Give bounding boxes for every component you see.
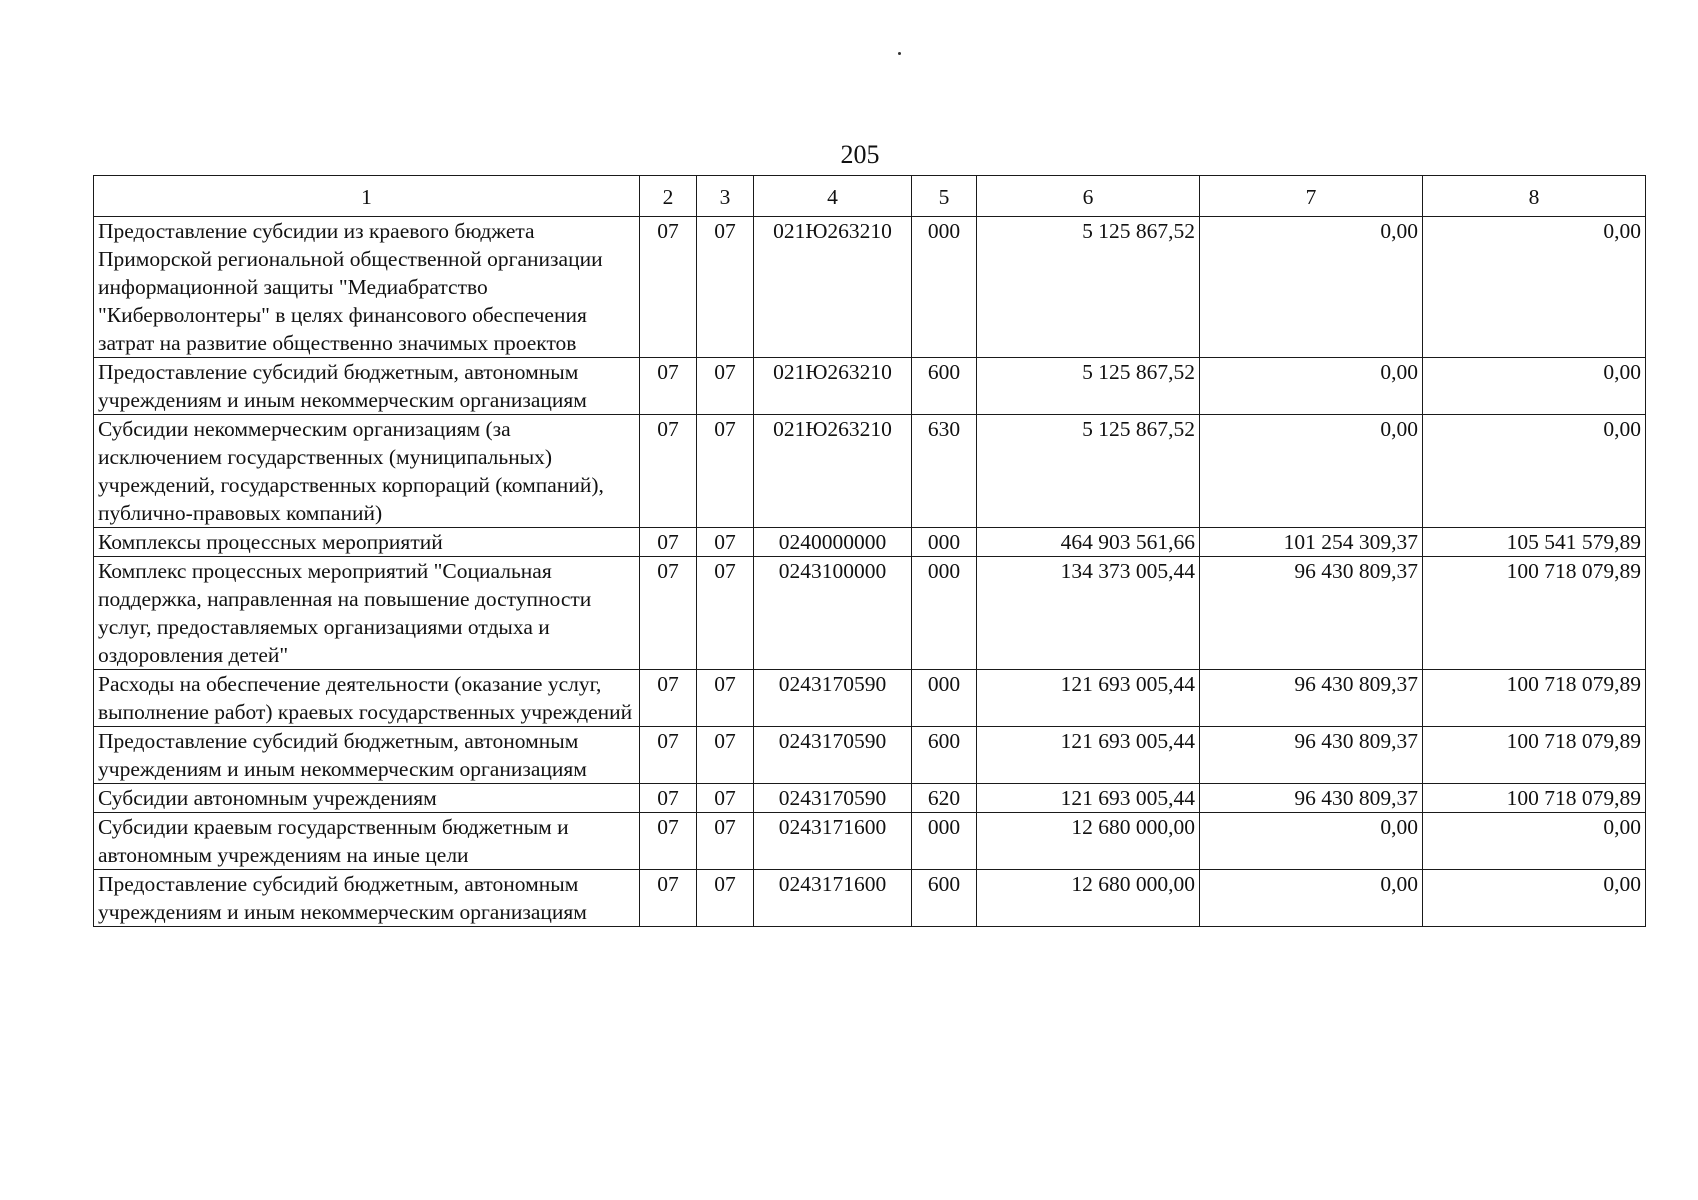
row-name: Субсидии некоммерческим организациям (за исключением государственных (муниципальных) учреждений, государственных корпораций (компаний), публично-правовых компаний) bbox=[94, 415, 640, 528]
row-name: Предоставление субсидий бюджетным, автономным учреждениям и иным некоммерческим организациям bbox=[94, 358, 640, 415]
table-row bbox=[94, 813, 1646, 870]
row-target-code: 021Ю263210 bbox=[754, 358, 912, 415]
row-target-code: 0243171600 bbox=[754, 813, 912, 870]
row-expense-type: 000 bbox=[912, 557, 977, 670]
row-amount-8: 100 718 079,89 bbox=[1423, 727, 1646, 784]
row-name: Предоставление субсидии из краевого бюджета Приморской региональной общественной организации информационной защиты "Медиабратство "Киберволонтеры" в целях финансового обеспечения затрат на развитие общественно значимых проектов bbox=[94, 217, 640, 358]
row-subsection: 07 bbox=[697, 528, 754, 557]
column-header-6: 6 bbox=[977, 176, 1200, 217]
row-amount-6: 121 693 005,44 bbox=[977, 670, 1200, 727]
row-section: 07 bbox=[640, 217, 697, 358]
row-name: Расходы на обеспечение деятельности (оказание услуг, выполнение работ) краевых государственных учреждений bbox=[94, 670, 640, 727]
row-name: Комплекс процессных мероприятий "Социальная поддержка, направленная на повышение доступности услуг, предоставляемых организациями отдыха и оздоровления детей" bbox=[94, 557, 640, 670]
row-amount-7: 96 430 809,37 bbox=[1200, 784, 1423, 813]
row-amount-6: 12 680 000,00 bbox=[977, 813, 1200, 870]
row-subsection: 07 bbox=[697, 415, 754, 528]
row-target-code: 0243100000 bbox=[754, 557, 912, 670]
row-section: 07 bbox=[640, 358, 697, 415]
row-target-code: 021Ю263210 bbox=[754, 217, 912, 358]
row-amount-8: 105 541 579,89 bbox=[1423, 528, 1646, 557]
row-expense-type: 000 bbox=[912, 528, 977, 557]
table-row bbox=[94, 415, 1646, 528]
table-row bbox=[94, 727, 1646, 784]
page-number: 205 bbox=[840, 140, 880, 169]
column-header-3: 3 bbox=[697, 176, 754, 217]
header-row bbox=[94, 176, 1646, 217]
table-row bbox=[94, 784, 1646, 813]
row-amount-6: 134 373 005,44 bbox=[977, 557, 1200, 670]
row-subsection: 07 bbox=[697, 727, 754, 784]
row-amount-7: 101 254 309,37 bbox=[1200, 528, 1423, 557]
row-target-code: 0243170590 bbox=[754, 727, 912, 784]
row-target-code: 0240000000 bbox=[754, 528, 912, 557]
row-section: 07 bbox=[640, 727, 697, 784]
row-subsection: 07 bbox=[697, 784, 754, 813]
column-header-2: 2 bbox=[640, 176, 697, 217]
row-expense-type: 600 bbox=[912, 358, 977, 415]
row-amount-7: 0,00 bbox=[1200, 217, 1423, 358]
row-amount-7: 0,00 bbox=[1200, 358, 1423, 415]
row-section: 07 bbox=[640, 557, 697, 670]
row-amount-8: 0,00 bbox=[1423, 870, 1646, 927]
row-name: Субсидии краевым государственным бюджетным и автономным учреждениям на иные цели bbox=[94, 813, 640, 870]
row-subsection: 07 bbox=[697, 557, 754, 670]
row-target-code: 021Ю263210 bbox=[754, 415, 912, 528]
row-name: Комплексы процессных мероприятий bbox=[94, 528, 640, 557]
row-target-code: 0243170590 bbox=[754, 784, 912, 813]
row-amount-8: 100 718 079,89 bbox=[1423, 670, 1646, 727]
table-row bbox=[94, 217, 1646, 358]
row-section: 07 bbox=[640, 528, 697, 557]
row-subsection: 07 bbox=[697, 358, 754, 415]
row-amount-8: 0,00 bbox=[1423, 415, 1646, 528]
row-amount-7: 96 430 809,37 bbox=[1200, 727, 1423, 784]
row-amount-8: 0,00 bbox=[1423, 217, 1646, 358]
row-amount-6: 5 125 867,52 bbox=[977, 358, 1200, 415]
column-header-5: 5 bbox=[912, 176, 977, 217]
row-amount-6: 121 693 005,44 bbox=[977, 727, 1200, 784]
row-subsection: 07 bbox=[697, 813, 754, 870]
row-amount-7: 96 430 809,37 bbox=[1200, 670, 1423, 727]
row-expense-type: 620 bbox=[912, 784, 977, 813]
scan-artifact-dot bbox=[898, 52, 901, 55]
row-expense-type: 600 bbox=[912, 727, 977, 784]
table-row bbox=[94, 870, 1646, 927]
row-amount-7: 0,00 bbox=[1200, 813, 1423, 870]
row-name: Субсидии автономным учреждениям bbox=[94, 784, 640, 813]
row-expense-type: 630 bbox=[912, 415, 977, 528]
column-header-1: 1 bbox=[94, 176, 640, 217]
row-section: 07 bbox=[640, 784, 697, 813]
column-header-8: 8 bbox=[1423, 176, 1646, 217]
row-amount-6: 464 903 561,66 bbox=[977, 528, 1200, 557]
row-amount-8: 100 718 079,89 bbox=[1423, 784, 1646, 813]
table-row bbox=[94, 358, 1646, 415]
row-amount-8: 100 718 079,89 bbox=[1423, 557, 1646, 670]
table-row bbox=[94, 528, 1646, 557]
table-row bbox=[94, 557, 1646, 670]
row-amount-8: 0,00 bbox=[1423, 358, 1646, 415]
row-target-code: 0243170590 bbox=[754, 670, 912, 727]
budget-table bbox=[93, 175, 1646, 927]
row-subsection: 07 bbox=[697, 870, 754, 927]
row-amount-6: 121 693 005,44 bbox=[977, 784, 1200, 813]
row-amount-6: 5 125 867,52 bbox=[977, 415, 1200, 528]
row-expense-type: 000 bbox=[912, 670, 977, 727]
row-subsection: 07 bbox=[697, 670, 754, 727]
row-subsection: 07 bbox=[697, 217, 754, 358]
row-amount-6: 12 680 000,00 bbox=[977, 870, 1200, 927]
row-section: 07 bbox=[640, 813, 697, 870]
row-target-code: 0243171600 bbox=[754, 870, 912, 927]
row-section: 07 bbox=[640, 415, 697, 528]
row-expense-type: 000 bbox=[912, 217, 977, 358]
row-name: Предоставление субсидий бюджетным, автономным учреждениям и иным некоммерческим организациям bbox=[94, 727, 640, 784]
column-header-7: 7 bbox=[1200, 176, 1423, 217]
table-row bbox=[94, 670, 1646, 727]
row-expense-type: 600 bbox=[912, 870, 977, 927]
row-amount-8: 0,00 bbox=[1423, 813, 1646, 870]
row-amount-7: 0,00 bbox=[1200, 870, 1423, 927]
row-amount-7: 0,00 bbox=[1200, 415, 1423, 528]
row-name: Предоставление субсидий бюджетным, автономным учреждениям и иным некоммерческим организациям bbox=[94, 870, 640, 927]
row-section: 07 bbox=[640, 870, 697, 927]
row-expense-type: 000 bbox=[912, 813, 977, 870]
row-amount-6: 5 125 867,52 bbox=[977, 217, 1200, 358]
row-amount-7: 96 430 809,37 bbox=[1200, 557, 1423, 670]
row-section: 07 bbox=[640, 670, 697, 727]
column-header-4: 4 bbox=[754, 176, 912, 217]
